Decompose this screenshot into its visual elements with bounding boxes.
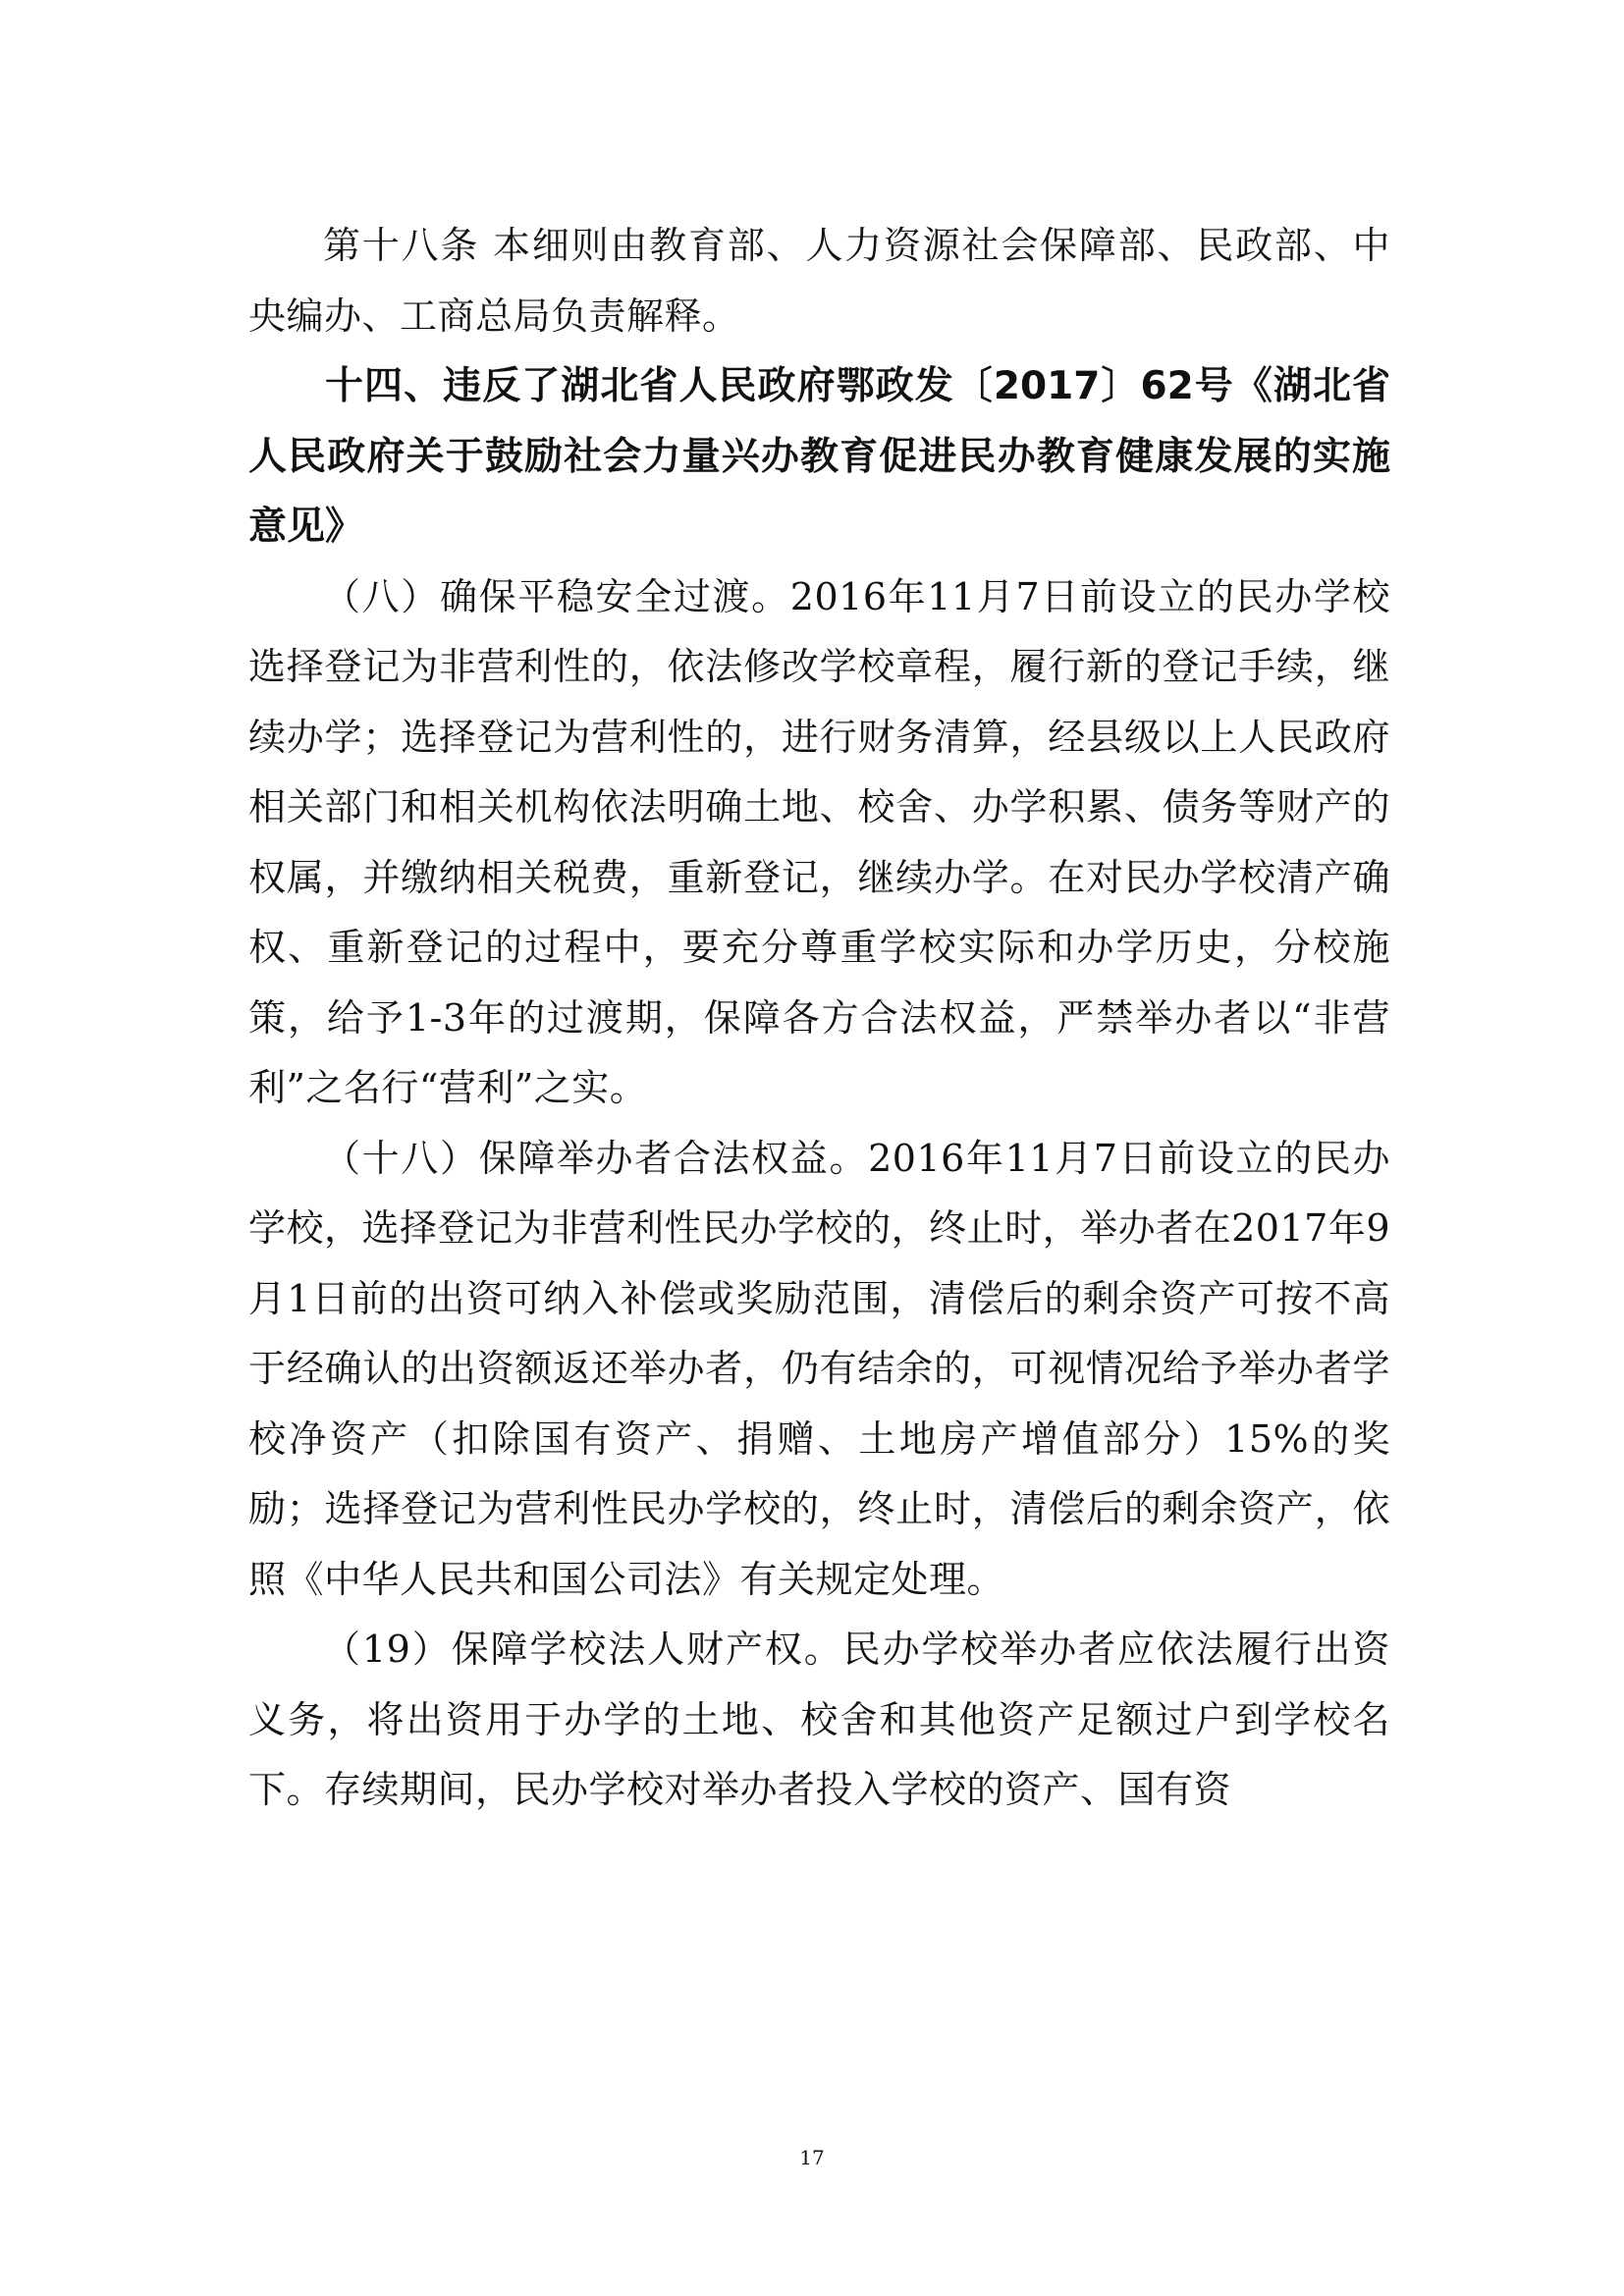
document-body [248, 211, 1390, 1826]
page-number: 17 [799, 2146, 825, 2169]
item-18-paragraph: （十八）保障举办者合法权益。2016年11月7日前设立的民办学校，选择登记为非营利性民办学校的，终止时，举办者在2017年9月1日前的出资可纳入补偿或奖励范围，清偿后的剩余资产可按不高于经确认的出资额返还举办者，仍有结余的，可视情况给予举办者学校净资产（扣除国有资产、捐赠、土地房产增值部分）15%的奖励；选择登记为营利性民办学校的，终止时，清偿后的剩余资产，依照《中华人民共和国公司法》有关规定处理。 [248, 1136, 1390, 1601]
article-18-paragraph: 第十八条 本细则由教育部、人力资源社会保障部、民政部、中央编办、工商总局负责解释。 [248, 224, 1390, 338]
item-19-paragraph: （19）保障学校法人财产权。民办学校举办者应依法履行出资义务，将出资用于办学的土地、校舍和其他资产足额过户到学校名下。存续期间，民办学校对举办者投入学校的资产、国有资 [248, 1628, 1390, 1811]
section-14-heading: 十四、违反了湖北省人民政府鄂政发〔2017〕62号《湖北省人民政府关于鼓励社会力量兴办教育促进民办教育健康发展的实施意见》 [248, 364, 1390, 549]
item-8-paragraph: （八）确保平稳安全过渡。2016年11月7日前设立的民办学校选择登记为非营利性的，依法修改学校章程，履行新的登记手续，继续办学；选择登记为营利性的，进行财务清算，经县级以上人民政府相关部门和相关机构依法明确土地、校舍、办学积累、债务等财产的权属，并缴纳相关税费，重新登记，继续办学。在对民办学校清产确权、重新登记的过程中，要充分尊重学校实际和办学历史，分校施策，给予1-3年的过渡期，保障各方合法权益，严禁举办者以“非营利”之名行“营利”之实。 [248, 574, 1390, 1109]
